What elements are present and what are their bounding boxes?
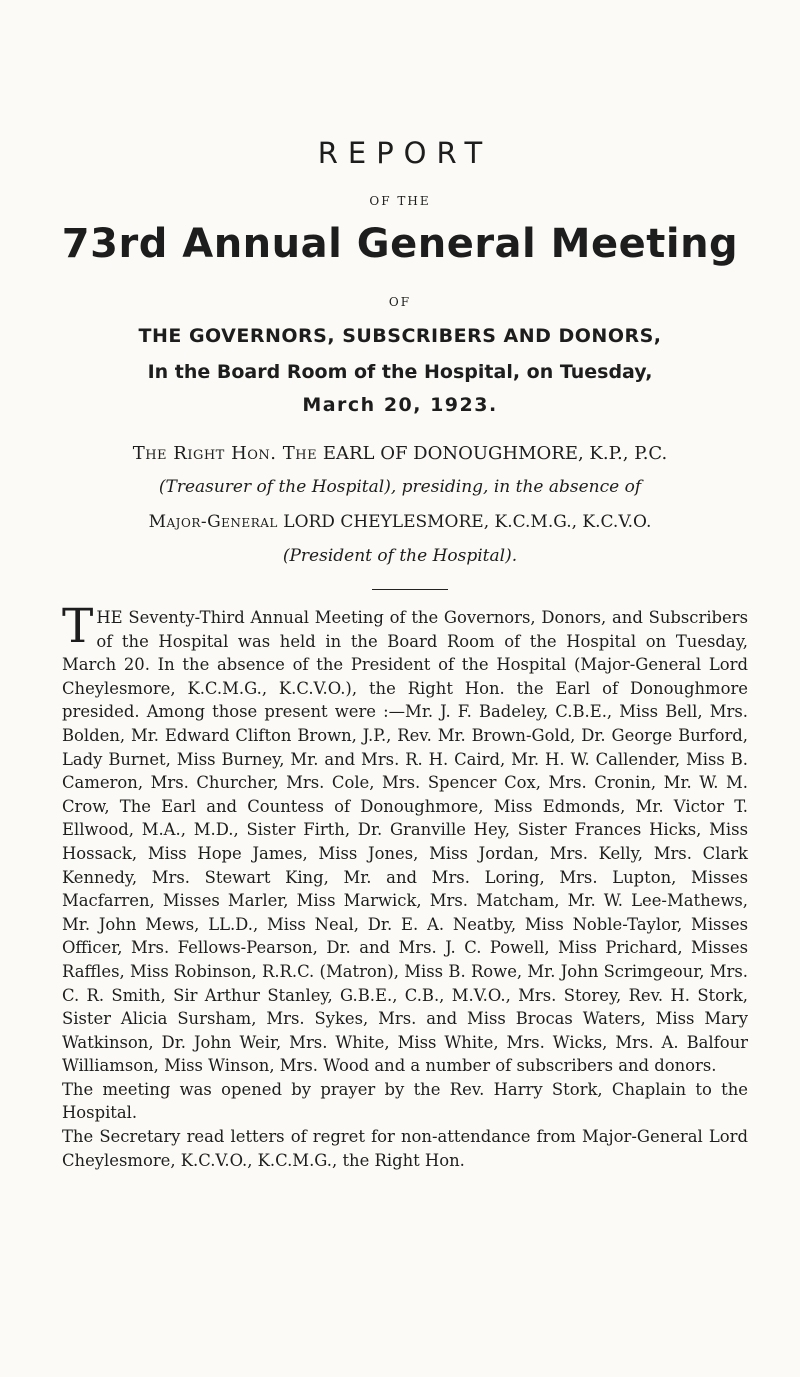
attendance-paragraph: THE Seventy-Third Annual Meeting of the Governors, Donors, and Subscribers of the Hospital was held in the Board Room of the Hospital on Tuesday, March 20. In the absence of the President of the Hospital (Major-General Lord Cheylesmore, K.C.M.G., K.C.V.O.), the Right Hon. the Earl of Donoughmore presided. Among those present were :—Mr. J. F. Badeley, C.B.E., Miss Bell, Mrs. Bolden, Mr. Edward Clifton Brown, J.P., Rev. Mr. Brown-Gold, Dr. George Burford, Lady Burnet, Miss Burney, Mr. and Mrs. R. H. Caird, Mr. H. W. Callender, Miss B. Cameron, Mrs. Churcher, Mrs. Cole, Mrs. Spencer Cox, Mrs. Cronin, Mr. W. M. Crow, The Earl and Countess of Donoughmore, Miss Edmonds, Mr. Victor T. Ellwood, M.A., M.D., Sister Firth, Dr. Granville Hey, Sister Frances Hicks, Miss Hossack, Miss Hope James, Miss Jones, Miss Jordan, Mrs. Kelly, Mrs. Clark Kennedy, Mrs. Stewart King, Mr. and Mrs. Loring, Mrs. Lupton, Misses Macfarren, Misses Marler, Miss Marwick, Mrs. Matcham, Mr. W. Lee-Mathews, Mr. John Mews, LL.D., Miss Neal, Dr. E. A. Neatby, Miss Noble-Taylor, Misses Officer, Mrs. Fellows-Pearson, Dr. and Mrs. J. C. Powell, Miss Prichard, Misses Raffles, Miss Robinson, R.R.C. (Matron), Miss B. Rowe, Mr. John Scrimgeour, Mrs. C. R. Smith, Sir Arthur Stanley, G.B.E., C.B., M.V.O., Mrs. Storey, Rev. H. Stork, Sister Alicia Sursham, Mrs. Sykes, Mrs. and Miss Brocas Waters, Miss Mary Watkinson, Dr. John Weir, Mrs. White, Miss White, Mrs. Wicks, Mrs. A. Balfour Williamson, Miss Winson, Mrs. Wood and a number of subscribers and donors. — [62, 599, 748, 1076]
presiding-name: EARL OF DONOUGHMORE, K.P., P.C. — [322, 443, 668, 464]
president-role: (President of the Hospital). — [282, 546, 518, 566]
secretary-paragraph: The Secretary read letters of regret for non-attendance from Major-General Lord Cheylesmore, K.C.V.O., K.C.M.G., the Right Hon. — [62, 1127, 748, 1170]
divider-rule — [372, 589, 448, 590]
of-label: OF — [388, 295, 412, 309]
of-the-label: OF THE — [369, 194, 431, 208]
presiding-officer — [0, 443, 800, 464]
report-body — [62, 599, 748, 1172]
prayer-paragraph: The meeting was opened by prayer by the Rev. Harry Stork, Chaplain to the Hospital. — [62, 1079, 748, 1123]
presiding-role: (Treasurer of the Hospital), presiding, in the absence of — [158, 477, 642, 497]
report-heading: REPORT — [317, 136, 493, 170]
location-line: In the Board Room of the Hospital, on Tuesday, — [147, 361, 653, 383]
president-name: LORD CHEYLESMORE, K.C.M.G., K.C.V.O. — [283, 512, 652, 532]
president-prefix: Major-General — [148, 512, 278, 532]
presiding-prefix: The Right Hon. The — [132, 443, 318, 464]
meeting-date: March 20, 1923. — [302, 394, 498, 416]
meeting-title: 73rd Annual General Meeting — [61, 221, 739, 267]
president-officer — [0, 512, 800, 532]
governors-line: THE GOVERNORS, SUBSCRIBERS AND DONORS, — [138, 325, 662, 347]
